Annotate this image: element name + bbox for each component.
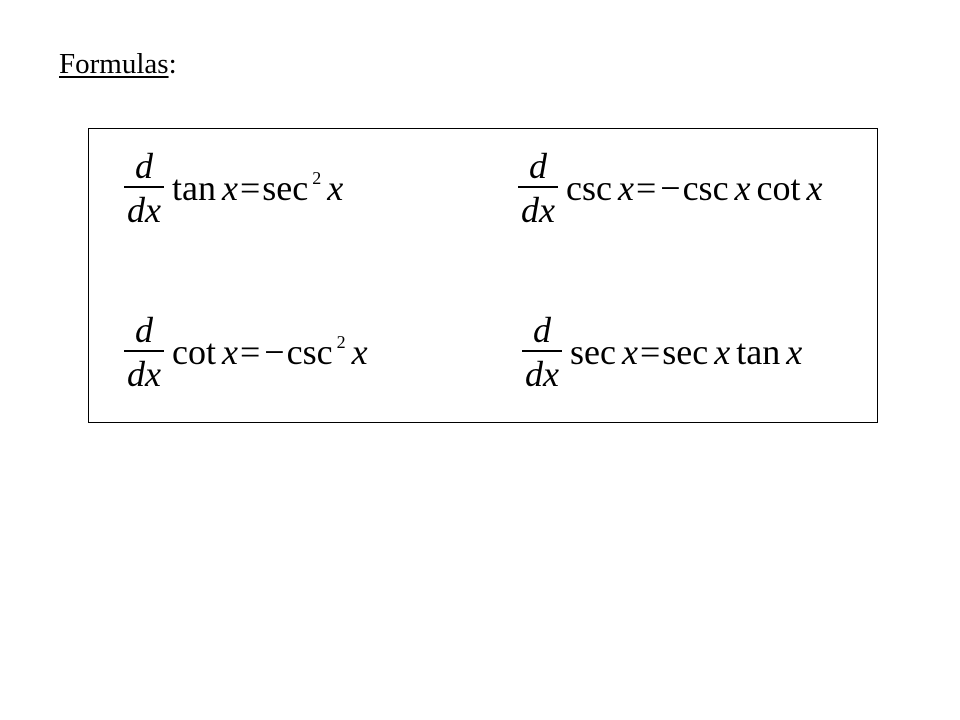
- minus-sign: −: [264, 331, 285, 372]
- variable: x: [221, 331, 238, 372]
- formula-derivative-tan: [124, 148, 343, 228]
- derivative-operator: [124, 148, 164, 228]
- equals-sign: =: [239, 167, 261, 208]
- exponent: 2: [312, 167, 322, 188]
- heading-colon: :: [168, 48, 177, 80]
- fraction-numerator: d: [135, 146, 153, 186]
- variable: x: [621, 331, 638, 372]
- formula-derivative-cot: [124, 312, 368, 392]
- variable: x: [617, 167, 634, 208]
- fraction-denominator: dx: [127, 353, 161, 394]
- function-name: cot: [756, 167, 801, 208]
- heading-label: Formulas: [59, 48, 169, 80]
- function-name: tan: [172, 167, 216, 208]
- variable: x: [806, 167, 823, 208]
- exponent: 2: [336, 331, 346, 352]
- formula-expression: [570, 331, 803, 372]
- variable: x: [786, 331, 803, 372]
- fraction-numerator: d: [533, 310, 551, 350]
- minus-sign: −: [660, 167, 681, 208]
- equals-sign: =: [635, 167, 657, 208]
- derivative-operator: [522, 312, 562, 392]
- variable: x: [351, 331, 368, 372]
- formula-derivative-sec: [522, 312, 802, 392]
- function-name: tan: [736, 331, 781, 372]
- fraction-numerator: d: [529, 146, 547, 186]
- formula-expression: [566, 167, 823, 208]
- formula-derivative-csc: [518, 148, 823, 228]
- function-name: sec: [570, 331, 616, 372]
- fraction-numerator: d: [135, 310, 153, 350]
- function-name: csc: [566, 167, 612, 208]
- fraction-denominator: dx: [127, 189, 161, 230]
- derivative-operator: [124, 312, 164, 392]
- fraction-denominator: dx: [525, 353, 559, 394]
- equals-sign: =: [239, 331, 261, 372]
- page-heading: [59, 46, 177, 82]
- function-name: csc: [286, 331, 333, 372]
- variable: x: [714, 331, 731, 372]
- function-name: sec: [262, 167, 309, 208]
- fraction-denominator: dx: [521, 189, 555, 230]
- derivative-operator: [518, 148, 558, 228]
- function-name: cot: [172, 331, 216, 372]
- variable: x: [734, 167, 751, 208]
- function-name: sec: [662, 331, 709, 372]
- equals-sign: =: [639, 331, 661, 372]
- variable: x: [327, 167, 344, 208]
- formula-expression: [172, 167, 344, 208]
- variable: x: [221, 167, 238, 208]
- function-name: csc: [682, 167, 729, 208]
- formula-expression: [172, 331, 368, 372]
